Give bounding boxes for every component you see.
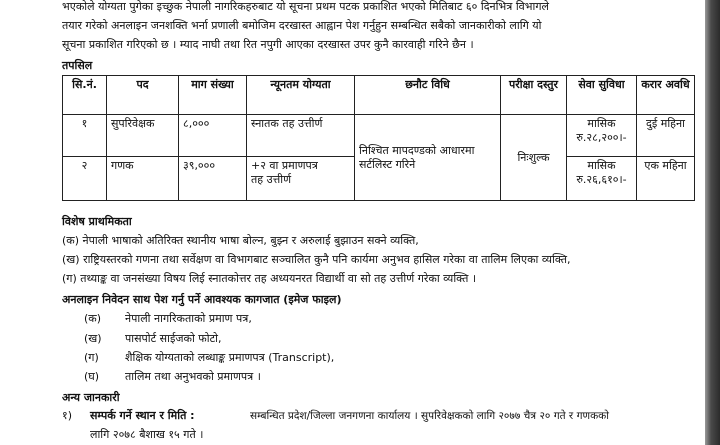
row2-post: गणक [107, 157, 179, 201]
row2-demand: ३९,००० [179, 157, 247, 201]
document-item-1-label: (क) [84, 312, 102, 325]
documents-title: अनलाइन निवेदन साथ पेश गर्नु पर्ने आवश्यक कागजात (इमेज फाइल) [62, 293, 342, 306]
row2-qualification-line1: +२ वा प्रमाणपत्र [251, 159, 318, 172]
row1-qualification: स्नातक तह उत्तीर्ण [247, 115, 355, 157]
header-service: सेवा सुविधा [567, 76, 637, 115]
other-item-text: सम्बन्धित प्रदेश/जिल्ला जनगणना कार्यालय । सुपरिवेक्षकको लागि २०७७ चैत्र २० गते र गणकको [250, 410, 609, 422]
row1-post: सुपरिवेक्षक [107, 115, 179, 157]
header-demand: माग संख्या [179, 76, 247, 115]
table-header-row [63, 76, 695, 115]
header-exam-fee: परीक्षा दस्तुर [501, 76, 567, 115]
table-title: तपसिल [62, 59, 93, 72]
row1-service-amount: रु.२८,२००।- [576, 131, 627, 144]
document-item-3-label: (ग) [84, 351, 99, 364]
document-item-3-text: शैक्षिक योग्यताको लब्धाङ्क प्रमाणपत्र (Transcript), [125, 351, 335, 364]
header-duration: करार अवधि [637, 76, 695, 115]
table-row [63, 115, 695, 157]
header-post: पद [107, 76, 179, 115]
header-sn: सि.नं. [63, 76, 107, 115]
row1-service [567, 115, 637, 157]
exam-fee: निःशुल्क [501, 115, 567, 201]
intro-line-2: तयार गरेको अनलाइन जनशक्ति भर्ना प्रणाली बमोजिम दरखास्त आह्वान पेश गर्नुहुन सम्बन्धित सबैको जानकारीको लागि यो [62, 19, 542, 32]
priority-title: विशेष प्राथमिकता [62, 215, 132, 228]
row2-service-amount: रु.२६,६१०।- [576, 173, 627, 186]
row2-qualification [247, 157, 355, 201]
row2-sn: २ [63, 157, 107, 201]
row1-demand: ८,००० [179, 115, 247, 157]
row2-duration: एक महिना [637, 157, 695, 201]
row2-qualification-line2: तह उत्तीर्ण [251, 173, 292, 186]
vacancy-table [62, 75, 695, 201]
other-item-label: सम्पर्क गर्ने स्थान र मिति : [90, 409, 195, 422]
document-item-2-label: (ख) [84, 332, 102, 345]
priority-item-2: (ख) राष्ट्रियस्तरको गणना तथा सर्वेक्षण वा विभागबाट सञ्चालित कुनै पनि कार्यमा अनुभव हासिल गरेका वा तालिम लिएका व्यक्ति, [62, 253, 571, 266]
header-qualification: न्यूनतम योग्यता [247, 76, 355, 115]
document-item-4-label: (घ) [84, 370, 100, 383]
intro-line-1: भएकोले योग्यता पुगेका इच्छुक नेपाली नागरिकहरुबाट यो सूचना प्रथम पटक प्रकाशित भएको मितिबाट ६० दिनभित्र विभागले [62, 0, 550, 13]
document-item-1-text: नेपाली नागरिकताको प्रमाण पत्र, [125, 312, 252, 325]
row1-sn: १ [63, 115, 107, 157]
row2-service-label: मासिक [587, 159, 616, 172]
row1-duration: दुई महिना [637, 115, 695, 157]
row2-service [567, 157, 637, 201]
row1-service-label: मासिक [587, 117, 616, 130]
document-item-2-text: पासपोर्ट साईजको फोटो, [125, 332, 222, 345]
priority-item-1: (क) नेपाली भाषाको अतिरिक्त स्थानीय भाषा बोल्न, बुझ्न र अरुलाई बुझाउन सक्ने व्यक्ति, [62, 234, 419, 247]
other-item-text-2: लागि २०७८ बैशाख १५ गते । [90, 428, 204, 441]
selection-method: निश्चित मापदण्डको आधारमा सर्टलिस्ट गरिने [355, 115, 501, 201]
priority-item-3: (ग) तथ्याङ्क वा जनसंख्या विषय लिई स्नातकोत्तर तह अध्ययनरत विद्यार्थी वा सो तह उत्तीर्ण गरेका व्यक्ति । [62, 272, 477, 285]
intro-line-3: सूचना प्रकाशित गरिएको छ । म्याद नाघी तथा रित नपुगी आएका दरखास्त उपर कुनै कारवाही गरिने छैन । [62, 38, 474, 51]
header-selection: छनौट विधि [355, 76, 501, 115]
other-item-number: १) [62, 409, 73, 422]
other-info-title: अन्य जानकारी [62, 391, 120, 404]
scrollbar-edge [705, 0, 720, 445]
document-item-4-text: तालिम तथा अनुभवको प्रमाणपत्र । [125, 370, 261, 383]
